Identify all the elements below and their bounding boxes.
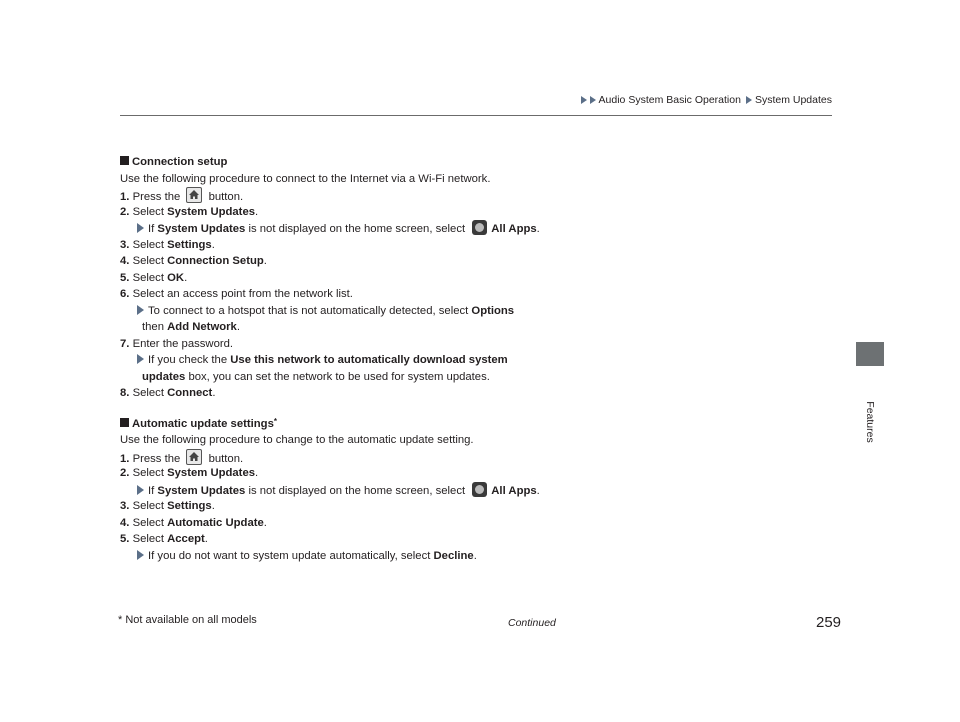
page-number: 259	[816, 614, 842, 631]
section-heading: Connection setup	[120, 154, 840, 171]
step-3: 3. Select Settings.	[120, 500, 215, 512]
step-4: 4. Select Automatic Update.	[120, 516, 267, 529]
arrow-right-icon	[137, 223, 144, 233]
step-7-note-cont: updates box, you can set the network to be used for system updates.	[142, 370, 490, 383]
arrow-right-icon	[137, 550, 144, 560]
breadcrumb-arrow-icon	[590, 96, 596, 104]
square-bullet-icon	[120, 156, 129, 165]
step-6-note: To connect to a hotspot that is not automatically detected, select Options	[120, 303, 840, 320]
step-2: 2. Select System Updates.	[120, 467, 259, 479]
step-4: 4. Select Connection Setup.	[120, 255, 267, 267]
step-2-note: If System Updates is not displayed on the home screen, select All Apps.	[120, 220, 840, 237]
footnote: * Not available on all models	[118, 614, 257, 626]
section-heading: Automatic update settings*	[120, 416, 840, 433]
arrow-right-icon	[137, 485, 144, 495]
step-3: 3. Select Settings.	[120, 238, 215, 251]
main-content	[120, 154, 840, 564]
breadcrumb	[581, 94, 832, 106]
breadcrumb-arrow-icon	[746, 96, 752, 104]
square-bullet-icon	[120, 418, 129, 427]
continued-label: Continued	[508, 617, 556, 629]
arrow-right-icon	[137, 305, 144, 315]
home-icon	[186, 449, 202, 465]
step-7: 7. Enter the password.	[120, 337, 234, 350]
side-tab-label: Features	[864, 401, 876, 443]
step-5: 5. Select OK.	[120, 271, 188, 284]
step-8: 8. Select Connect.	[120, 387, 216, 399]
side-tab-marker	[856, 342, 884, 366]
home-icon	[186, 187, 202, 203]
footnote-marker: *	[273, 416, 277, 426]
step-5: 5. Select Accept.	[120, 533, 208, 545]
breadcrumb-arrow-icon	[581, 96, 587, 104]
breadcrumb-part-2[interactable]: System Updates	[754, 94, 832, 106]
section-intro: Use the following procedure to change to the automatic update setting.	[120, 434, 474, 446]
step-1: 1. Press the button.	[120, 187, 840, 204]
step-2: 2. Select System Updates.	[120, 205, 259, 218]
step-6-note-cont: then Add Network.	[142, 321, 240, 333]
step-7-note: If you check the Use this network to automatically download system	[120, 352, 840, 369]
step-5-note: If you do not want to system update automatically, select Decline.	[120, 548, 840, 565]
arrow-right-icon	[137, 354, 144, 364]
step-6: 6. Select an access point from the network list.	[120, 288, 353, 300]
all-apps-icon	[472, 482, 487, 497]
breadcrumb-part-1[interactable]: Audio System Basic Operation	[598, 94, 741, 106]
step-1: 1. Press the button.	[120, 449, 840, 466]
section-intro: Use the following procedure to connect to the Internet via a Wi-Fi network.	[120, 172, 491, 185]
all-apps-icon	[472, 220, 487, 235]
header-divider	[120, 115, 832, 116]
step-2-note: If System Updates is not displayed on the home screen, select All Apps.	[120, 482, 840, 499]
